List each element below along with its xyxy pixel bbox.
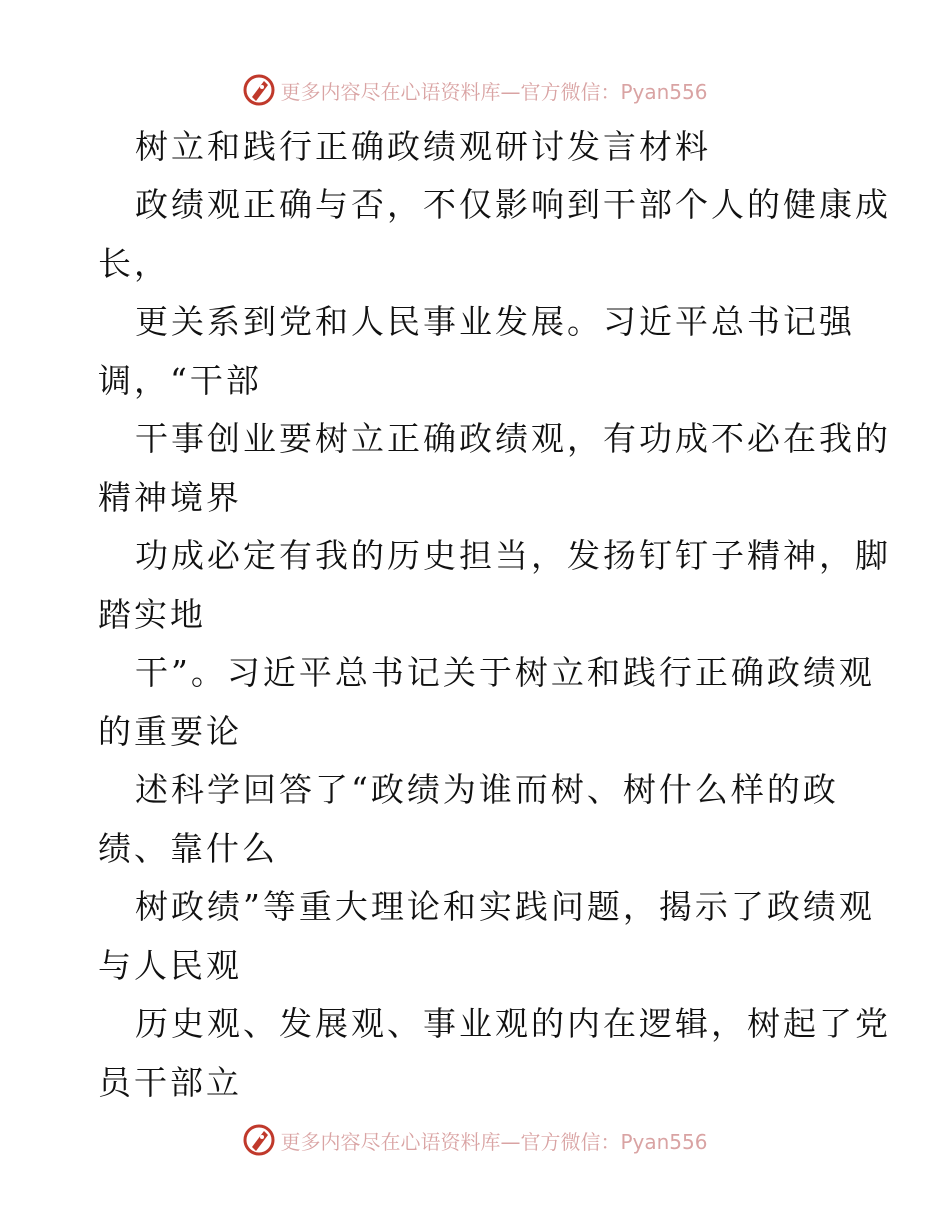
- paragraph-line: 精神境界: [98, 478, 242, 517]
- paragraph-line: 历史观、发展观、事业观的内在逻辑，树起了党: [135, 1004, 891, 1043]
- paragraph-line: 与人民观: [98, 946, 242, 985]
- watermark-header: [0, 70, 950, 110]
- paragraph-line: 的重要论: [98, 712, 242, 751]
- paragraph-line: 踏实地: [98, 595, 206, 634]
- paragraph-line: 员干部立: [98, 1063, 242, 1102]
- paragraph-line: 绩、靠什么: [98, 829, 278, 868]
- paragraph-line: 述科学回答了“政绩为谁而树、树什么样的政: [135, 770, 839, 809]
- pen-nib-logo-icon: [242, 1123, 276, 1157]
- paragraph-line: 干事创业要树立正确政绩观，有功成不必在我的: [135, 419, 891, 458]
- watermark-text: 更多内容尽在心语资料库—官方微信：Pyan556: [280, 79, 708, 104]
- paragraph-line: 调，“干部: [98, 361, 262, 400]
- document-title: 树立和践行正确政绩观研讨发言材料: [135, 127, 711, 166]
- paragraph-line: 长，: [98, 244, 170, 283]
- paragraph-line: 树政绩”等重大理论和实践问题，揭示了政绩观: [135, 887, 875, 926]
- watermark-footer: [0, 1120, 950, 1160]
- paragraph-line: 政绩观正确与否，不仅影响到干部个人的健康成: [135, 185, 891, 224]
- paragraph-line: 干”。习近平总书记关于树立和践行正确政绩观: [135, 653, 875, 692]
- pen-nib-logo-icon: [242, 73, 276, 107]
- paragraph-line: 功成必定有我的历史担当，发扬钉钉子精神，脚: [135, 536, 891, 575]
- paragraph-line: 更关系到党和人民事业发展。习近平总书记强: [135, 302, 855, 341]
- watermark-text: 更多内容尽在心语资料库—官方微信：Pyan556: [280, 1129, 708, 1154]
